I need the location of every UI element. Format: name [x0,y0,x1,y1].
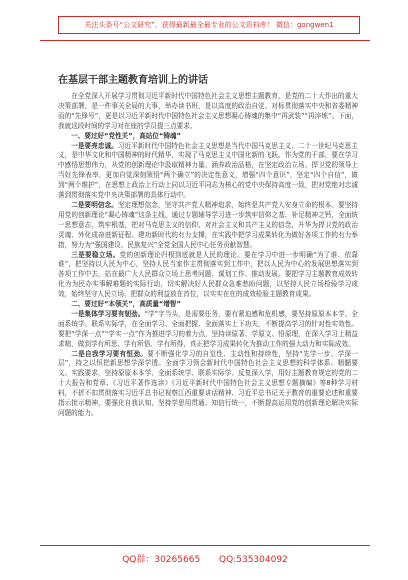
section-heading: 一、要过好“党性关”，高站位“铸魂” [71,131,181,140]
sub-paragraph-lead: 一是要亮忠诚。 [71,141,118,150]
sub-paragraph [58,251,358,301]
document-title: 在基层干部主题教育培训上的讲话 [58,75,208,86]
body-paragraph: 在全党深入开展学习贯彻习近平新时代中国特色社会主义思想主题教育，是党的二十大作出的重大决策部署，是一件事关全局的大事，举办读书班，是以高度的政治自觉、对标贯彻落实中央和省委精神而的“先锋号”，更是以习近平新时代中国特色社会主义思想凝心铸魂的集中“再武装”“再淬炼”。下面，我就这段时间的学习对在座的学员提三点要求。 [58,92,358,130]
sub-paragraph-lead: 三是要稳立场。 [71,250,120,259]
sub-paragraph [58,201,358,251]
footer [40,552,370,565]
header-divider [40,40,370,41]
sub-paragraph-text: 要不断强化学习的自觉性、主动性和持续性，坚持“先学一步、学深一层”，持之以恒把新思想学深学透。全面学习领会新时代中国特色社会主义思想的科学体系、精髓要义、实践要求，坚持原原本本学、全面系统学、联系实际学、反复深入学，用好主题教育规定的党的二十大报告和党章、《习近平著作选读》《习近平新时代中国特色社会主义思想专题摘编》等8种学习材料，不折不扣贯彻落实习近平总书记视察江西重要讲话精神、习近平总书记关于教育的重要论述和重要指示批示精神，要强化自我认知，坚持学思用贯通、知信行统一，不断提高运用党的创新理论解决实际问题的能力。 [58,349,358,417]
section-heading: 二、要过好“本领关”，高质量“增智” [71,300,181,309]
sub-paragraph [58,350,358,419]
sub-paragraph-text: 坚定理想信念，坚守共产党人精神追求，始终是共产党人安身立命的根本。要坚持用党的创新理论“凝心铸魂”这条主线，通过专题辅导学习进一步筑牢信仰之基、补足精神之钙，全面统一思想意志，筑牢根基，把对马克思主义的信仰、对社会主义和共产主义的信念，升华为捍卫党的政治灵魂、外化成奋进新征程、建功新时代的有力支撑，在实践中把学习成果转化为做好各项工作的有力举措，努力为“强国建设、民族复兴”全党全国人民中心任务贡献智慧。 [58,200,358,249]
sub-paragraph-lead: 二是自我学习要有恒劲。 [71,349,148,358]
sub-paragraph-lead: 二是要明信念。 [71,200,118,209]
sub-paragraph-text: 党的创新理论归根到底就是人民的理论。要在学习中进一步明确“为了谁、依靠谁”，把坚持以人民为中心，坚持人民当家作主贯彻落实到工作中，把以人民为中心的发展思想落实到各项工作中去，站在最广大人民群众立场上思考问题、谋划工作、推动发展。要把学习主题教育成效转化为为民办实事解难题的实际行动，切实解决好人民群众急难愁盼问题，以坚持人民立场检验学习成效，始终坚守人民立场、把群众的利益放在首位，以实实在在的成效检验主题教育成果。 [58,250,358,299]
sub-paragraph [58,310,358,350]
footer-qq-group: QQ群：30265665 [122,555,201,565]
footer-divider [40,545,370,546]
header-banner: 关注头条号“公文研究”，获得最新最全最专业的公文资料库！ 微信：gongwen1 [58,16,360,34]
sub-paragraph [58,142,358,201]
sub-paragraph-text: “学”字当头，是需要任务，要有紧迫感和危机感，要坚持原原本本学、全面系统学、联系实际学，在全面学习、全面把握、全面落实上下功夫，不断提高学习的针对性实效性。要把“学深一点”“学实一点”作为推进学习的着力点，坚持读原著、学原文、悟原理，在深入学习上精益求精，做到学有所思、学有所悟、学有所得，真正把学习成果转化为推动工作的强大动力和实际成效。 [58,309,358,348]
document-body [58,92,358,419]
footer-qq: QQ:535304092 [219,555,288,565]
sub-paragraph-text: 习近平新时代中国特色社会主义思想是当代中国马克思主义、二十一世纪马克思主义，是中华文化和中国精神的时代精华，实现了马克思主义中国化新的飞跃。作为党的干部，要在学习中感悟思想伟力，从党的创新理论中汲取精神力量、涵养政治品格，在坚定政治立场、捍卫党的领导上当好先锋表率，更加自觉深刻领悟“两个确立”的决定性意义，增强“四个意识”，坚定“四个自信”，做到“两个维护”，在思想上政治上行动上同以习近平同志为核心的党中央保持高度一致，把对党绝对忠诚落到贯彻落实党中央决策部署的具体行动中。 [58,141,358,200]
sub-paragraph-lead: 一是集体学习要有韧劲。 [71,309,145,318]
